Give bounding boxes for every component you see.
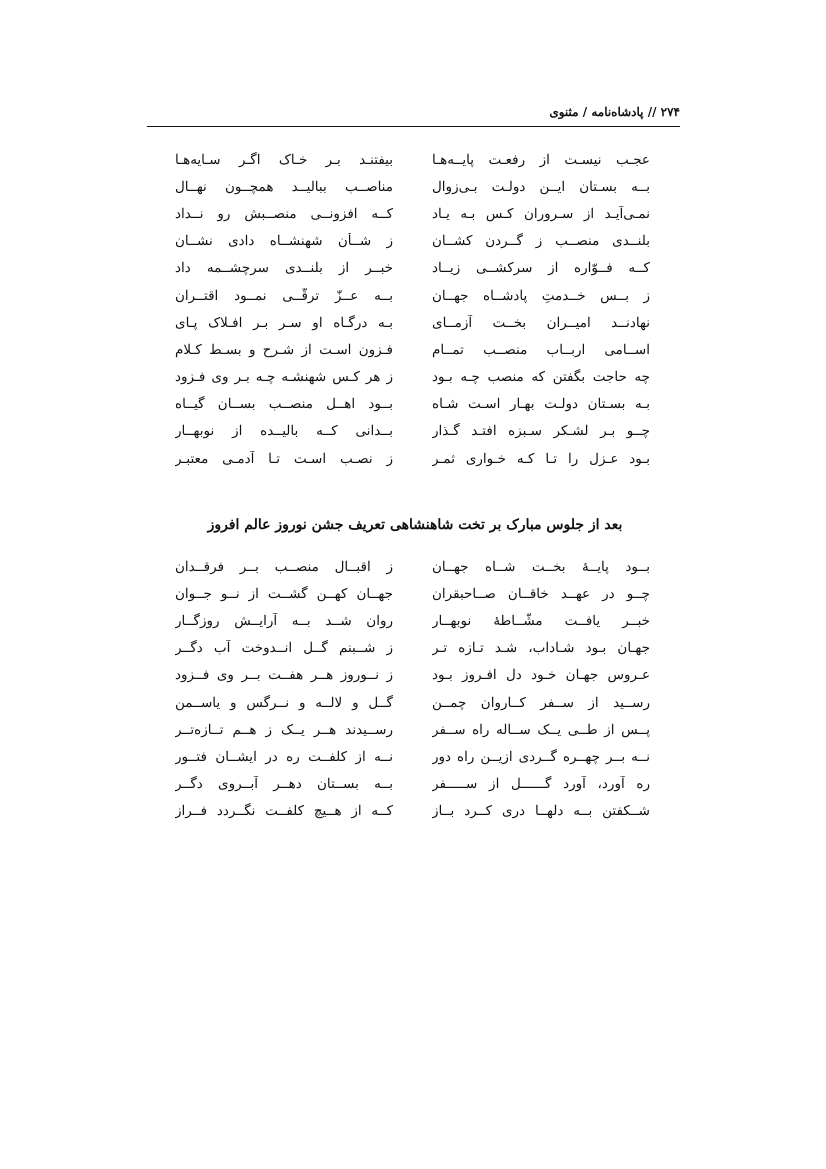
- verse-row: [175, 173, 650, 200]
- second-hemistich: ز نــوروز هــر هفــت بــر وی فــزود: [175, 667, 393, 684]
- verse-row: [175, 743, 650, 770]
- verse-row: [175, 228, 650, 255]
- second-hemistich: جهــان کهــن گشــت از نــو جــوان: [175, 585, 393, 602]
- second-hemistich: ز اقبــال منصــب بــر فرقــدان: [175, 558, 393, 575]
- second-hemistich: بــه بســتان دهــر آبــروی دگــر: [175, 776, 393, 793]
- verse-row: [175, 689, 650, 716]
- first-hemistich: چه حاجت بگفتن که منصب چـه بـود: [432, 369, 650, 386]
- verse-row: [175, 282, 650, 309]
- verse-row: [175, 200, 650, 227]
- second-hemistich: گــل و لالــه و نــرگس و یاســمن: [175, 694, 393, 711]
- first-hemistich: بلنــدی منصــب ز گــردن کشــان: [432, 233, 650, 250]
- second-hemistich: ز هر کـس شهنشـه چـه بـر وی فـزود: [175, 369, 393, 386]
- first-hemistich: بـه بسـتان دولـت بهـار اسـت شـاه: [432, 396, 650, 413]
- verse-block-2: [175, 553, 650, 825]
- verse-row: [175, 255, 650, 282]
- second-hemistich: نــه از کلفــت ره در ایشــان فتــور: [175, 748, 393, 765]
- second-hemistich: بـه درگـاه او سـر بـر افـلاک پـای: [175, 314, 393, 331]
- header-rule: [147, 126, 680, 127]
- verse-row: [175, 336, 650, 363]
- verse-row: [175, 146, 650, 173]
- second-hemistich: فـزون اسـت از شـرح و بسـط کـلام: [175, 341, 393, 358]
- first-hemistich: چــو بـر لشـکر سـبزه افتـد گـذار: [432, 423, 650, 440]
- verse-row: [175, 418, 650, 445]
- second-hemistich: کــه افزونــی منصــبش رو نــداد: [175, 205, 393, 222]
- verse-row: [175, 580, 650, 607]
- verse-row: [175, 309, 650, 336]
- verse-row: [175, 662, 650, 689]
- first-hemistich: ره آورد، آورد گــــــل از ســـــفر: [432, 776, 650, 793]
- second-hemistich: بــه عــزّ ترقّــی نمــود اقتــران: [175, 287, 393, 304]
- second-hemistich: رســیدند هــر یــک ز هــم تــازه‌تــر: [175, 721, 393, 738]
- first-hemistich: بـود عـزل را تـا کـه خـواری ثمـر: [432, 450, 650, 467]
- first-hemistich: رســید از ســفر کــاروان چمــن: [432, 694, 650, 711]
- second-hemistich: کــه از هــیچ کلفــت نگــردد فــراز: [175, 803, 393, 820]
- verse-row: [175, 553, 650, 580]
- verse-block-1: [175, 146, 650, 472]
- verse-row: [175, 716, 650, 743]
- verse-row: [175, 607, 650, 634]
- section-heading: بعد از جلوس مبارک بر تخت شاهنشاهی تعریف جشن نوروز عالم افروز: [207, 517, 623, 533]
- first-hemistich: چــو در عهــد خاقــان صــاحبقران: [432, 585, 650, 602]
- first-hemistich: کــه فــوّاره از سرکشــی زیــاد: [432, 260, 650, 277]
- first-hemistich: جهـان بـود شـاداب، شـد تـازه تـر: [432, 640, 650, 657]
- verse-row: [175, 364, 650, 391]
- first-hemistich: پــس از طــی یــک ســاله راه ســفر: [432, 721, 650, 738]
- first-hemistich: اســامی اربــاب منصــب تمــام: [432, 341, 650, 358]
- first-hemistich: نــه بــر چهــره گــردی ازیــن راه دور: [432, 748, 650, 765]
- page-number-and-title: ۲۷۴ // پادشاه‌نامه / مثنوی: [549, 105, 680, 119]
- first-hemistich: بــود پایــهٔ بخــت شــاه جهــان: [432, 558, 650, 575]
- second-hemistich: ز شــأن شهنشــاه دادی نشــان: [175, 233, 393, 250]
- first-hemistich: شــکفتن بــه دلهــا دری کــرد بــاز: [432, 803, 650, 820]
- running-header: [150, 103, 680, 125]
- first-hemistich: عجـب نیسـت از رفعـت پایــه‌هـا: [432, 151, 650, 168]
- second-hemistich: بیفتنـد بـر خـاک اگـر سـایه‌هـا: [175, 151, 393, 168]
- second-hemistich: مناصــب ببالیــد همچــون نهــال: [175, 178, 393, 195]
- verse-row: [175, 771, 650, 798]
- second-hemistich: روان شــد بــه آرایــش روزگــار: [175, 612, 393, 629]
- verse-row: [175, 798, 650, 825]
- second-hemistich: بــدانی کــه بالیــده از نوبهــار: [175, 423, 393, 440]
- verse-row: [175, 445, 650, 472]
- second-hemistich: بــود اهــل منصــب بســان گیــاه: [175, 396, 393, 413]
- second-hemistich: خبــر از بلنــدی سرچشــمه داد: [175, 260, 393, 277]
- first-hemistich: عـروس جهـان خـود دل افـروز بـود: [432, 667, 650, 684]
- second-hemistich: ز شــبنم گــل انــدوخت آب دگــر: [175, 640, 393, 657]
- second-hemistich: ز نصـب اسـت تـا آدمـی معتبـر: [175, 450, 393, 467]
- first-hemistich: ز بــس خــدمتِ پادشــاه جهــان: [432, 287, 650, 304]
- first-hemistich: خبــر یافــت مشّــاطهٔ نوبهــار: [432, 612, 650, 629]
- verse-row: [175, 635, 650, 662]
- first-hemistich: بــه بسـتان ایــن دولـت بـی‌زوال: [432, 178, 650, 195]
- first-hemistich: نمـی‌آیـد از سـروران کـس بـه یـاد: [432, 205, 650, 222]
- first-hemistich: نهادنــد امیــران بخــت آزمــای: [432, 314, 650, 331]
- verse-row: [175, 391, 650, 418]
